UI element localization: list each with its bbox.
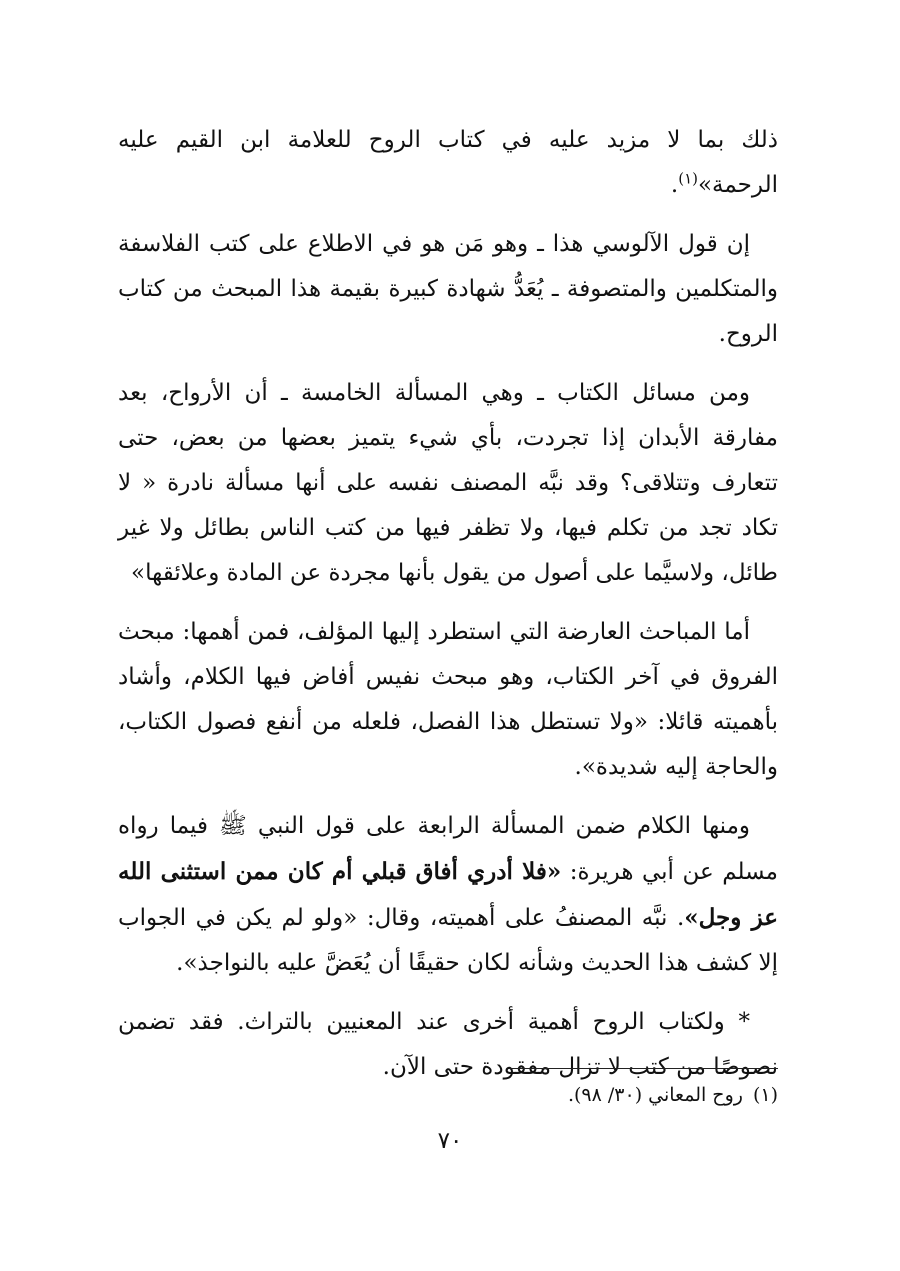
footnote-reference[interactable]: (١): [678, 169, 698, 188]
paragraph-1-text: ذلك بما لا مزيد عليه في كتاب الروح للعلامة ابن القيم عليه الرحمة»: [118, 127, 778, 198]
page-number: ٧٠: [437, 1128, 463, 1154]
paragraph-5: [118, 804, 778, 986]
paragraph-1-tail: .: [670, 172, 679, 198]
paragraph-2: إن قول الآلوسي هذا ـ وهو مَن هو في الاطلاع على كتب الفلاسفة والمتكلمين والمتصوفة ـ يُعَدُّ شهادة كبيرة بقيمة هذا المبحث من كتاب الروح.: [118, 231, 778, 347]
paragraph-6: * ولكتاب الروح أهمية أخرى عند المعنيين بالتراث. فقد تضمن نصوصًا من كتب لا تزال مفقودة حتى الآن.: [118, 1009, 778, 1080]
footnote: [118, 1080, 778, 1110]
hadith-quote: «فلا أدري أفاق قبلي أم كان ممن استثنى الله عز وجل»: [118, 858, 778, 931]
footnote-divider: [510, 1068, 778, 1069]
paragraph-5-rest: . نبَّه المصنفُ على أهميته، وقال: «ولو لم يكن في الجواب إلا كشف هذا الحديث وشأنه لكان حقيقًا أن يُعَضَّ عليه بالنواجذ».: [118, 905, 778, 976]
footnote-number: (١): [752, 1084, 778, 1106]
footnote-text: روح المعاني (٣٠/ ٩٨).: [567, 1084, 743, 1106]
paragraph-5-intro: ومنها الكلام ضمن المسألة الرابعة على قول النبي ﷺ فيما رواه مسلم عن أبي هريرة:: [118, 813, 778, 885]
paragraph-3: ومن مسائل الكتاب ـ وهي المسألة الخامسة ـ أن الأرواح، بعد مفارقة الأبدان إذا تجردت، بأي شيء يتميز بعضها من بعض، حتى تتعارف وتتلاقى؟ وقد نبَّه المصنف نفسه على أنها مسألة نادرة « لا تكاد تجد من تكلم فيها، ولا تظفر فيها من كتب الناس بطائل ولا غير طائل، ولاسيَّما على أصول من يقول بأنها مجردة عن المادة وعلائقها»: [118, 380, 778, 586]
page-body: [118, 118, 778, 1104]
paragraph-4: أما المباحث العارضة التي استطرد إليها المؤلف، فمن أهمها: مبحث الفروق في آخر الكتاب، وهو مبحث نفيس أفاض فيها الكلام، وأشاد بأهميته قائلا: «ولا تستطل هذا الفصل، فلعله من أنفع فصول الكتاب، والحاجة إليه شديدة».: [118, 619, 778, 780]
paragraph-1: [118, 118, 778, 208]
